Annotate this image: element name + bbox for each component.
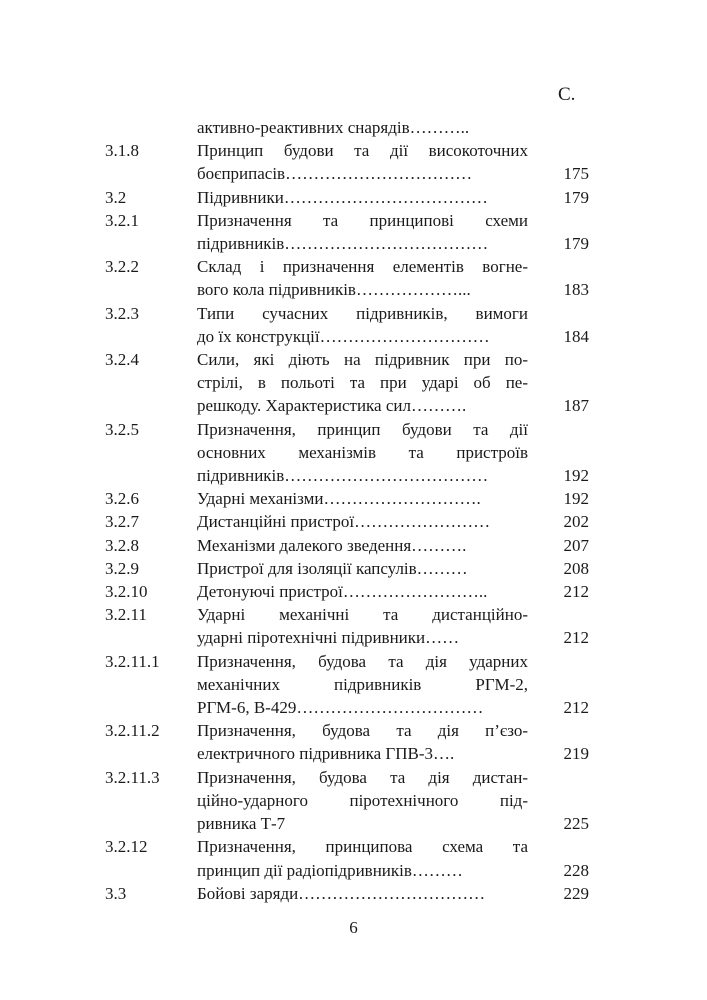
page-reference: 208 <box>563 558 589 578</box>
section-title-line: основних механізмів та пристроїв <box>197 442 528 462</box>
page-reference: 225 <box>563 814 589 834</box>
section-title-line: до їх конструкції………………………… <box>197 326 490 346</box>
section-title-line: Ударні механічні та дистанційно- <box>197 605 528 625</box>
section-title-line: ційно-ударного піротехнічного під- <box>197 790 528 810</box>
page-reference: 219 <box>563 744 589 764</box>
page-column-label: С. <box>558 84 576 105</box>
section-title-line: ударні піротехнічні підривники…… <box>197 628 460 648</box>
toc-entry <box>105 255 593 301</box>
section-title <box>197 603 528 649</box>
section-title <box>197 510 528 533</box>
section-number: 3.2.7 <box>105 512 139 532</box>
section-title-line: Призначення, будова та дія ударних <box>197 651 528 671</box>
section-number: 3.2.4 <box>105 350 139 370</box>
section-number: 3.2.1 <box>105 210 139 230</box>
section-title-line: Бойові заряди…………………………… <box>197 883 486 903</box>
section-title-line: РГМ-6, В-429…………………………… <box>197 698 484 718</box>
page-reference: 179 <box>563 234 589 254</box>
section-title-line: Принцип будови та дії високоточних <box>197 141 528 161</box>
toc-entry <box>105 116 593 139</box>
page-reference: 175 <box>563 164 589 184</box>
page-reference: 192 <box>563 466 589 486</box>
toc-entry <box>105 650 593 720</box>
section-number: 3.2.9 <box>105 558 139 578</box>
section-title <box>197 650 528 720</box>
section-title-line: стрілі, в польоті та при ударі об пе- <box>197 373 528 393</box>
section-title-line: підривників……………………………… <box>197 234 489 254</box>
section-title-line: підривників……………………………… <box>197 466 489 486</box>
section-title <box>197 719 528 765</box>
section-title-line: ривника Т-7 <box>197 814 286 834</box>
section-number: 3.2.3 <box>105 303 139 323</box>
section-title-line: Склад і призначення елементів вогне- <box>197 257 528 277</box>
section-title-line: принцип дії радіопідривників……… <box>197 860 463 880</box>
section-number: 3.2.11.1 <box>105 651 160 671</box>
toc-entry <box>105 557 593 580</box>
section-title <box>197 835 528 881</box>
toc-entry <box>105 835 593 881</box>
section-title <box>197 209 528 255</box>
toc-entry <box>105 580 593 603</box>
section-title-line: механічних підривників РГМ-2, <box>197 674 528 694</box>
section-title-line: Типи сучасних підривників, вимоги <box>197 303 528 323</box>
section-number: 3.2.8 <box>105 535 139 555</box>
section-title <box>197 302 528 348</box>
section-title-line: Підривники……………………………… <box>197 187 488 207</box>
toc-entry <box>105 209 593 255</box>
section-title-line: активно-реактивних снарядів……….. <box>197 118 470 137</box>
toc-entry <box>105 603 593 649</box>
section-title-line: Детонуючі пристрої…………………….. <box>197 582 488 602</box>
page-reference: 207 <box>563 535 589 555</box>
page-reference: 184 <box>563 326 589 346</box>
toc-entry <box>105 348 593 418</box>
section-title <box>197 557 528 580</box>
section-number: 3.2 <box>105 187 127 207</box>
section-title-line: електричного підривника ГПВ-3…. <box>197 744 455 764</box>
section-title-line: Призначення, будова та дія дистан- <box>197 767 528 787</box>
section-title-line: Призначення, будова та дія п’єзо- <box>197 721 528 741</box>
section-title-line: Дистанційні пристрої…………………… <box>197 512 491 532</box>
section-title-line: боєприпасів…………………………… <box>197 164 473 184</box>
section-title <box>197 534 528 557</box>
page-reference: 212 <box>563 698 589 718</box>
section-number: 3.2.10 <box>105 582 148 602</box>
section-title-line: решкоду. Характеристика сил………. <box>197 396 467 416</box>
toc-entry <box>105 139 593 185</box>
toc-entry <box>105 766 593 836</box>
toc-entry <box>105 418 593 488</box>
section-number: 3.2.11.3 <box>105 767 160 787</box>
section-title <box>197 139 528 185</box>
table-of-contents <box>105 116 593 905</box>
section-number: 3.2.11 <box>105 605 147 625</box>
toc-entry <box>105 882 593 905</box>
section-title-line: вого кола підривників………………... <box>197 280 471 300</box>
toc-entry <box>105 302 593 348</box>
page-reference: 228 <box>563 860 589 880</box>
page-reference: 212 <box>563 582 589 602</box>
section-title-line: Механізми далекого зведення………. <box>197 535 467 555</box>
section-number: 3.2.12 <box>105 837 148 857</box>
toc-entry <box>105 719 593 765</box>
page-number: 6 <box>349 918 358 937</box>
section-title <box>197 418 528 488</box>
toc-entry <box>105 510 593 533</box>
section-title-line: Призначення та принципові схеми <box>197 210 528 230</box>
toc-entry <box>105 186 593 209</box>
section-number: 3.3 <box>105 883 127 903</box>
section-title-line: Призначення, принципова схема та <box>197 837 528 857</box>
section-number: 3.2.2 <box>105 257 139 277</box>
section-title <box>197 487 528 510</box>
page-reference: 187 <box>563 396 589 416</box>
page-reference: 183 <box>563 280 589 300</box>
section-number: 3.2.11.2 <box>105 721 160 741</box>
page-reference: 179 <box>563 187 589 207</box>
section-title <box>197 348 528 418</box>
section-title <box>197 186 528 209</box>
section-title-line: Ударні механізми………………………. <box>197 489 481 509</box>
page-reference: 229 <box>563 883 589 903</box>
section-number: 3.2.6 <box>105 489 139 509</box>
section-title <box>197 882 528 905</box>
page-reference: 192 <box>563 489 589 509</box>
toc-entry <box>105 534 593 557</box>
page-reference: 212 <box>563 628 589 648</box>
section-title <box>197 766 528 836</box>
section-number: 3.1.8 <box>105 141 139 161</box>
page-reference: 202 <box>563 512 589 532</box>
section-title <box>197 116 528 139</box>
section-title-line: Сили, які діють на підривник при по- <box>197 350 528 370</box>
section-number: 3.2.5 <box>105 419 139 439</box>
section-title <box>197 255 528 301</box>
toc-entry <box>105 487 593 510</box>
section-title-line: Призначення, принцип будови та дії <box>197 419 528 439</box>
section-title <box>197 580 528 603</box>
section-title-line: Пристрої для ізоляції капсулів……… <box>197 558 468 578</box>
